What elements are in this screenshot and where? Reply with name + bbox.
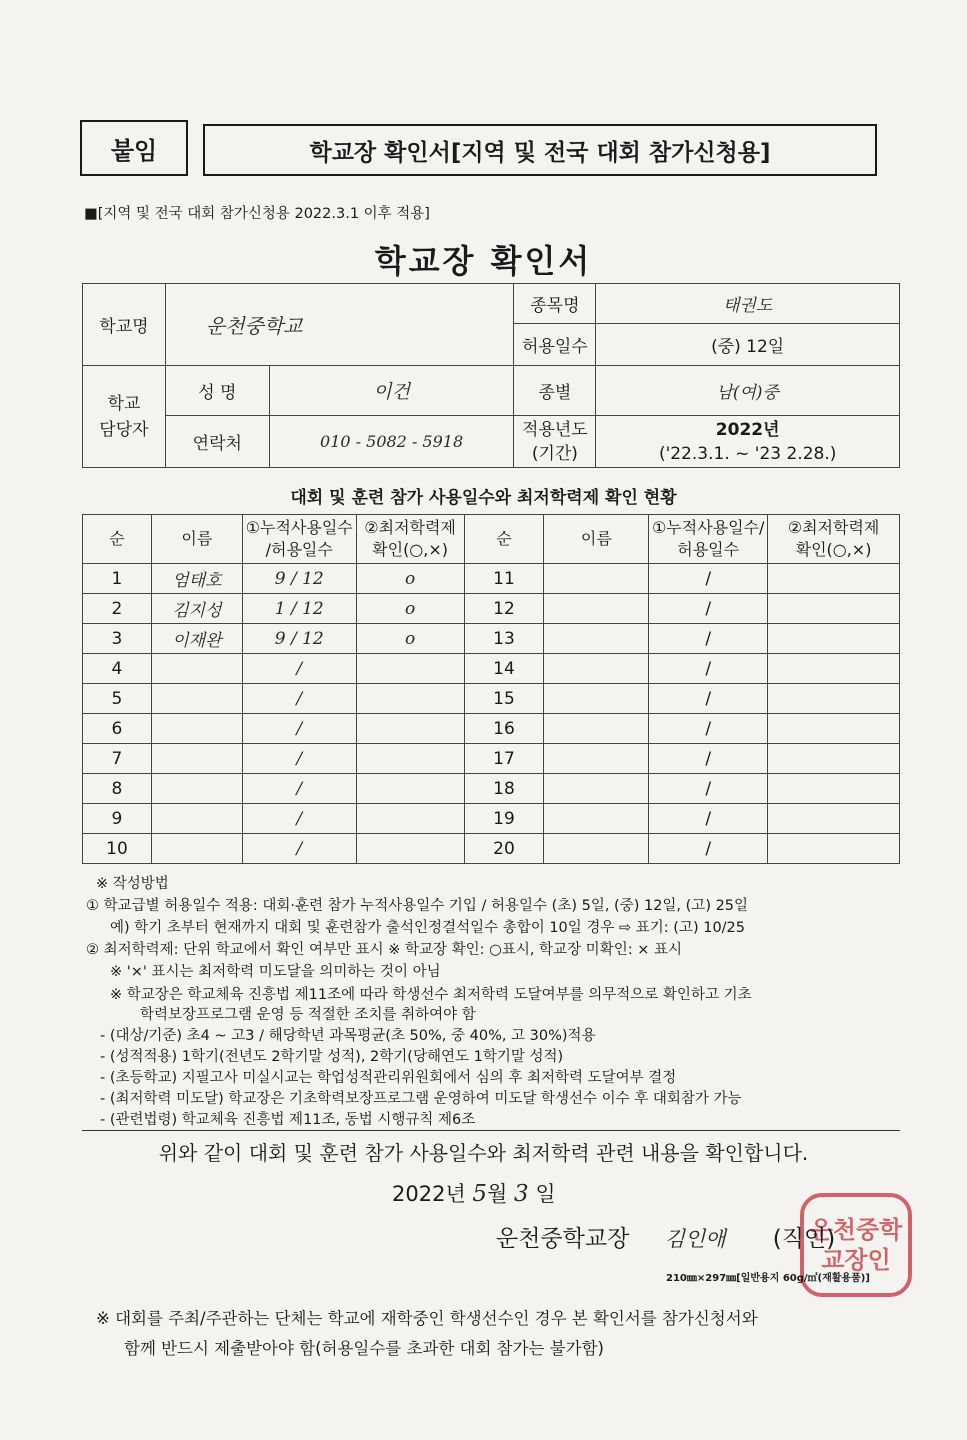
- header-title: 학교장 확인서[지역 및 전국 대회 참가신청용]: [203, 124, 877, 176]
- signer-name-signature: 김인애: [664, 1227, 726, 1251]
- year-value-period: ('22.3.1. ~ '23 2.28.): [658, 443, 837, 464]
- row-min-check-right: [768, 684, 900, 714]
- row-no-right: 13: [464, 624, 544, 654]
- row-min-check-right: [768, 714, 900, 744]
- row-min-check-right: [768, 624, 900, 654]
- row-no-right: 15: [464, 684, 544, 714]
- allowed-days-label: 허용일수: [514, 324, 596, 366]
- table-row: [83, 564, 900, 594]
- table-row: [83, 624, 900, 654]
- date-day: 3: [514, 1181, 529, 1207]
- row-no: 9: [83, 804, 152, 834]
- row-no: 5: [83, 684, 152, 714]
- footer-note-line1: ※ 대회를 주최/주관하는 단체는 학교에 재학중인 학생선수인 경우 본 확인서를 참가신청서와: [96, 1309, 758, 1328]
- note-line: ① 학교급별 허용일수 적용: 대회·훈련 참가 누적사용일수 기입 / 허용일수 (초) 5일, (중) 12일, (고) 25일: [86, 898, 749, 914]
- manager-label: [83, 366, 166, 468]
- note-line: 학력보장프로그램 운영 등 적절한 조치를 취하여야 함: [140, 1007, 476, 1023]
- row-no: 4: [83, 654, 152, 684]
- header-days-line2: /허용일수: [265, 540, 333, 559]
- row-days: /: [242, 804, 356, 834]
- row-name-right: [544, 594, 649, 624]
- name-value: 이건: [269, 366, 514, 416]
- row-min-check-right: [768, 804, 900, 834]
- subtitle-note: ■[지역 및 전국 대회 참가신청용 2022.3.1 이후 적용]: [84, 206, 430, 222]
- allowed-days-value: (중) 12일: [596, 324, 900, 366]
- row-no-right: 12: [464, 594, 544, 624]
- manager-label-line1: 학교: [107, 393, 141, 414]
- table-row: [83, 804, 900, 834]
- header-min-line1: ②최저학력제: [364, 518, 456, 537]
- records-table: [82, 514, 900, 864]
- sport-label: 종목명: [514, 284, 596, 324]
- header-days-right: [649, 515, 768, 564]
- row-min-check: o: [356, 624, 464, 654]
- row-min-check: [356, 744, 464, 774]
- name-label: 성 명: [165, 366, 269, 416]
- row-no: 6: [83, 714, 152, 744]
- row-min-check: o: [356, 564, 464, 594]
- row-name: [151, 804, 242, 834]
- row-name-right: [544, 744, 649, 774]
- header-days-line1: ①누적사용일수: [245, 518, 353, 537]
- school-value: 운천중학교: [165, 284, 514, 366]
- header-min: [356, 515, 464, 564]
- paper-spec: 210㎜×297㎜[일반용지 60g/㎡(재활용품)]: [666, 1273, 870, 1284]
- note-line: 예) 학기 초부터 현재까지 대회 및 훈련참가 출석인정결석일수 총합이 10일 경우 ⇨ 표기: (고) 10/25: [110, 920, 746, 936]
- year-label-line1: 적용년도: [522, 419, 588, 440]
- table-row: [83, 744, 900, 774]
- row-days: /: [242, 684, 356, 714]
- note-line: ※ '×' 표시는 최저학력 미도달을 의미하는 것이 아님: [110, 964, 441, 980]
- row-name-right: [544, 654, 649, 684]
- row-min-check: [356, 804, 464, 834]
- note-line: - (관련법령) 학교체육 진흥법 제11조, 동법 시행규칙 제6조: [100, 1112, 476, 1128]
- row-min-check-right: [768, 654, 900, 684]
- header-min-right: [768, 515, 900, 564]
- header-name-right: 이름: [544, 515, 649, 564]
- row-min-check: [356, 834, 464, 864]
- contact-value: 010 - 5082 - 5918: [269, 416, 514, 468]
- note-line: - (최저학력 미도달) 학교장은 기초학력보장프로그램 운영하여 미도달 학생선수 이수 후 대회참가 가능: [100, 1091, 742, 1107]
- row-no-right: 14: [464, 654, 544, 684]
- footer-note-line2: 함께 반드시 제출받아야 함(허용일수를 초과한 대회 참가는 불가함): [124, 1339, 604, 1358]
- header-min-line2: 확인(○,×): [372, 540, 449, 559]
- date-day-unit: 일: [535, 1182, 556, 1206]
- info-table: [82, 283, 900, 468]
- signature-date: [392, 1178, 556, 1208]
- row-name-right: [544, 684, 649, 714]
- row-min-check: o: [356, 594, 464, 624]
- row-days-right: /: [649, 774, 768, 804]
- table-row: [83, 654, 900, 684]
- header-no-right: 순: [464, 515, 544, 564]
- row-min-check: [356, 654, 464, 684]
- note-line: - (대상/기준) 초4 ~ 고3 / 해당학년 과목평균(초 50%, 중 40%, 고 30%)적용: [100, 1028, 596, 1044]
- table-row: [83, 834, 900, 864]
- row-days-right: /: [649, 714, 768, 744]
- header-name: 이름: [151, 515, 242, 564]
- header-days-right-line1: ①누적사용일수/: [651, 518, 765, 537]
- row-days-right: /: [649, 684, 768, 714]
- divider-line: [82, 1130, 900, 1131]
- row-name: 엄태호: [151, 564, 242, 594]
- row-min-check-right: [768, 594, 900, 624]
- row-min-check: [356, 774, 464, 804]
- row-no: 8: [83, 774, 152, 804]
- header-min-right-line1: ②최저학력제: [787, 518, 880, 537]
- date-month-unit: 월: [487, 1182, 508, 1206]
- year-label-line2: (기간): [531, 443, 578, 464]
- row-days: /: [242, 744, 356, 774]
- row-name: [151, 654, 242, 684]
- row-name-right: [544, 804, 649, 834]
- row-name-right: [544, 834, 649, 864]
- school-label: 학교명: [83, 284, 166, 366]
- row-name-right: [544, 774, 649, 804]
- year-label: [514, 416, 596, 468]
- year-value: [596, 416, 900, 468]
- gender-label: 종별: [514, 366, 596, 416]
- row-name-right: [544, 714, 649, 744]
- row-no-right: 19: [464, 804, 544, 834]
- manager-label-line2: 담당자: [99, 419, 149, 440]
- gender-value: 남(여)중: [596, 366, 900, 416]
- row-days-right: /: [649, 834, 768, 864]
- signer-block: [496, 1220, 835, 1253]
- official-seal-stamp: 운천중학교장인: [800, 1193, 912, 1297]
- row-days-right: /: [649, 804, 768, 834]
- row-no-right: 16: [464, 714, 544, 744]
- row-name: [151, 714, 242, 744]
- note-line: ② 최저학력제: 단위 학교에서 확인 여부만 표시 ※ 학교장 확인: ○표시, 학교장 미확인: × 표시: [86, 942, 682, 958]
- sport-value: 태권도: [596, 284, 900, 324]
- row-days: /: [242, 774, 356, 804]
- row-days-right: /: [649, 654, 768, 684]
- row-no: 10: [83, 834, 152, 864]
- row-name: 이재완: [151, 624, 242, 654]
- row-name-right: [544, 624, 649, 654]
- table-header-row: [83, 515, 900, 564]
- row-days: 9 / 12: [242, 564, 356, 594]
- row-no: 3: [83, 624, 152, 654]
- header-days-right-line2: 허용일수: [677, 540, 740, 559]
- attachment-badge: 붙임: [80, 120, 188, 176]
- row-no: 2: [83, 594, 152, 624]
- row-min-check: [356, 684, 464, 714]
- date-year: 2022년: [392, 1182, 466, 1206]
- table-row: [83, 684, 900, 714]
- row-no-right: 20: [464, 834, 544, 864]
- year-value-year: 2022년: [715, 419, 780, 440]
- header-min-right-line2: 확인(○,×): [795, 540, 872, 559]
- row-days: 1 / 12: [242, 594, 356, 624]
- table-row: [83, 714, 900, 744]
- header-no: 순: [83, 515, 152, 564]
- date-month: 5: [472, 1181, 488, 1207]
- row-name: [151, 774, 242, 804]
- row-min-check-right: [768, 774, 900, 804]
- note-line: - (초등학교) 지필고사 미실시교는 학업성적관리위원회에서 심의 후 최저학력 도달여부 결정: [100, 1070, 677, 1086]
- table-row: [83, 774, 900, 804]
- row-days-right: /: [649, 624, 768, 654]
- confirmation-text: 위와 같이 대회 및 훈련 참가 사용일수와 최저학력 관련 내용을 확인합니다.: [158, 1141, 809, 1165]
- header-days: [242, 515, 356, 564]
- row-days-right: /: [649, 564, 768, 594]
- row-days: /: [242, 834, 356, 864]
- row-days-right: /: [649, 594, 768, 624]
- signer-title: 운천중학교장: [496, 1226, 630, 1252]
- row-days: /: [242, 714, 356, 744]
- row-min-check: [356, 714, 464, 744]
- document-title: 학교장 확인서: [374, 242, 593, 280]
- note-line: ※ 작성방법: [96, 876, 169, 892]
- row-name: [151, 744, 242, 774]
- row-days: /: [242, 654, 356, 684]
- row-no-right: 17: [464, 744, 544, 774]
- row-no-right: 18: [464, 774, 544, 804]
- table-row: [83, 594, 900, 624]
- row-min-check-right: [768, 744, 900, 774]
- section-title: 대회 및 훈련 참가 사용일수와 최저학력제 확인 현황: [290, 488, 677, 508]
- seal-label: (직인): [772, 1226, 836, 1252]
- row-min-check-right: [768, 564, 900, 594]
- row-days-right: /: [649, 744, 768, 774]
- contact-label: 연락처: [165, 416, 269, 468]
- row-no: 1: [83, 564, 152, 594]
- row-name: [151, 834, 242, 864]
- row-days: 9 / 12: [242, 624, 356, 654]
- row-min-check-right: [768, 834, 900, 864]
- row-no-right: 11: [464, 564, 544, 594]
- row-name-right: [544, 564, 649, 594]
- row-name: [151, 684, 242, 714]
- note-line: - (성적적용) 1학기(전년도 2학기말 성적), 2학기(당해연도 1학기말 성적): [100, 1049, 564, 1065]
- row-name: 김지성: [151, 594, 242, 624]
- row-no: 7: [83, 744, 152, 774]
- note-line: ※ 학교장은 학교체육 진흥법 제11조에 따라 학생선수 최저학력 도달여부를 의무적으로 확인하고 기초: [110, 987, 752, 1003]
